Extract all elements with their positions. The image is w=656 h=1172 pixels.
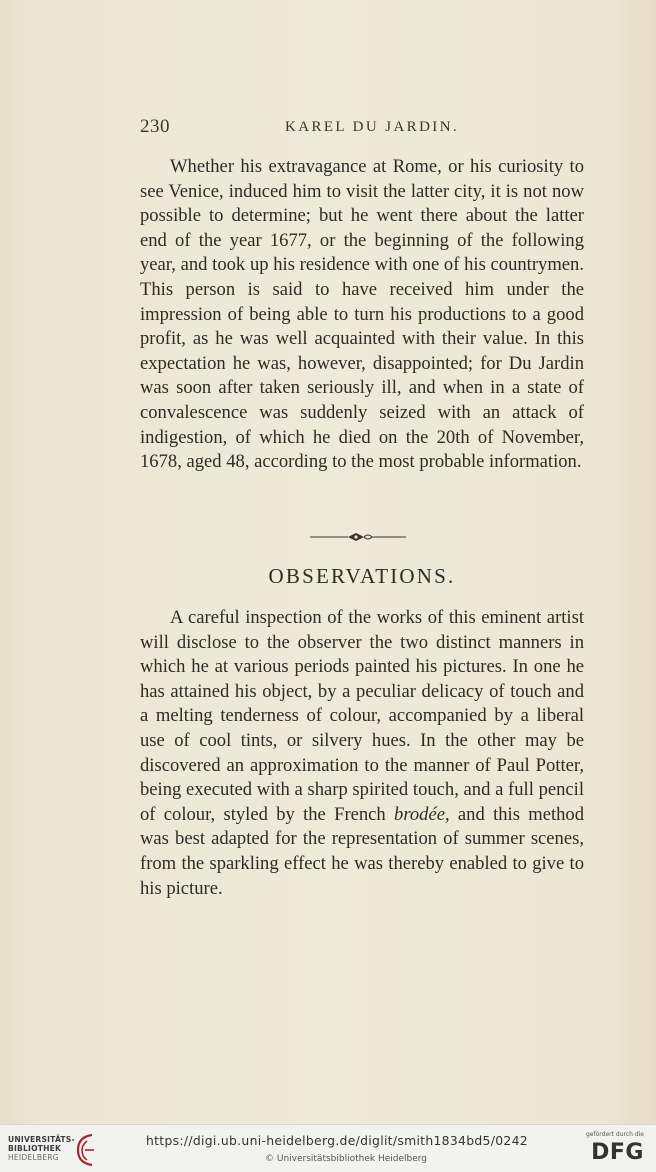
library-name-line2: BIBLIOTHEK	[8, 1144, 62, 1153]
emphasized-term: brodée	[394, 803, 445, 825]
library-name-line3: HEIDELBERG	[8, 1153, 59, 1162]
section-heading: OBSERVATIONS.	[268, 564, 456, 588]
university-library-logo[interactable]	[8, 1135, 100, 1167]
paragraph-text: Whether his extravagance at Rome, or his curiosity to see Venice, induced him to visit the latter city, it is not now possible to determine; but he went there about the latter end of the year 1677, or the beginning of the following year, and took up his residence with one of his countrymen. This person is said to have received him under the impression of being able to turn his productions to a good profit, as he was well acquainted with their value. In this expectation he was, however, disappointed; for Du Jardin was soon after taken seriously ill, and when in a state of convalescence was suddenly seized with an attack of indigestion, of which he died on the 20th of November, 1678, aged 48, according to the most probable information.	[140, 156, 584, 473]
paragraph-text-end: , and this method was best adapted for the representation of summer scenes, from the sparkling effect he was thereby enabled to give to his picture.	[140, 803, 585, 899]
running-head	[140, 116, 584, 140]
sponsor-label: gefördert durch die	[586, 1131, 644, 1138]
library-emblem-icon	[72, 1133, 98, 1167]
paragraph-text	[140, 606, 584, 901]
paragraph-text-start: A careful inspection of the works of this eminent artist will disclose to the observer the two distinct manners in which he at various periods painted his pictures. In one he has attained his object, by a peculiar delicacy of touch and a melting tenderness of colour, accompanied by a liberal use of cool tints, or silvery hues. In the other may be discovered an approximation to the manner of Paul Potter, being executed with a sharp spirited touch, and a full pencil of colour, styled by the French	[140, 607, 584, 825]
copyright-notice: © Universitätsbibliothek Heidelberg	[265, 1154, 428, 1164]
page-number: 230	[140, 116, 170, 137]
running-title: KAREL DU JARDIN.	[285, 119, 460, 135]
library-name-line1: UNIVERSITÄTS-	[8, 1135, 75, 1144]
section-divider-ornament	[310, 530, 410, 544]
permalink-url[interactable]: https://digi.ub.uni-heidelberg.de/diglit/smith1834bd5/0242	[146, 1133, 528, 1148]
dfg-sponsor-logo[interactable]	[582, 1131, 644, 1169]
observations-paragraph	[140, 606, 584, 901]
dfg-logo-text: DFG	[591, 1140, 644, 1165]
biography-paragraph	[140, 155, 584, 475]
viewer-footer	[0, 1124, 656, 1172]
